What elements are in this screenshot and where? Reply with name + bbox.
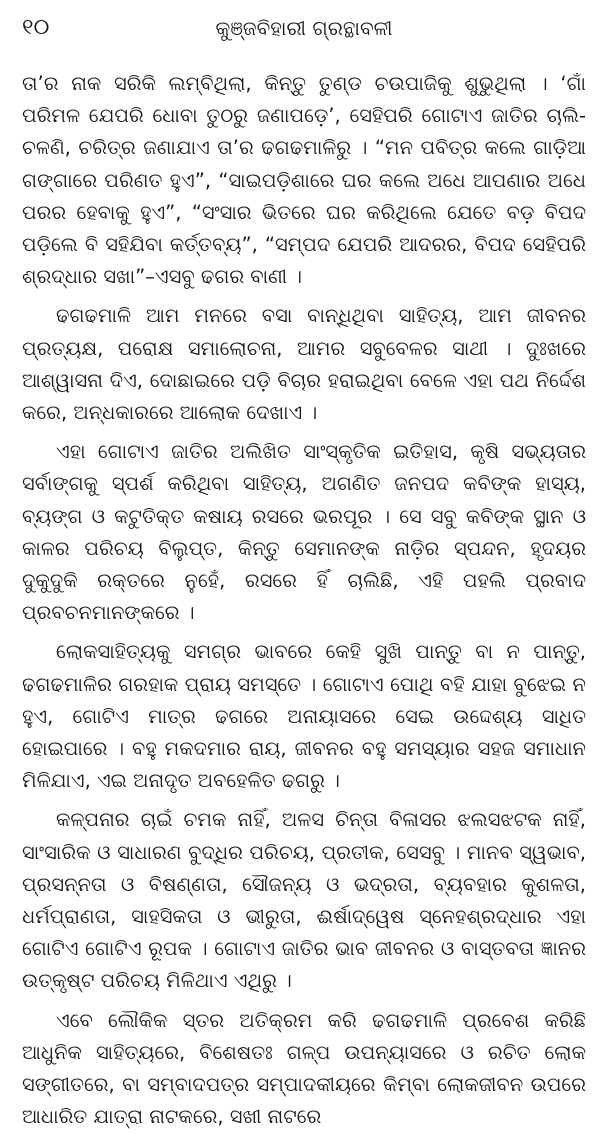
paragraph: ଢଗଢମାଳି ଆମ ମନରେ ବସା ବାନ୍ଧିଥିବା ସାହିତ୍ୟ, ଆମ ଜୀବନର ପ୍ରତ୍ୟକ୍ଷ, ପରୋକ୍ଷ ସମାଲୋଚନା, ଆମର ସବୁବେଳର ସାଥୀ । ଦୁଃଖରେ ଆଶ୍ୱାସନା ଦିଏ, ଦୋଛାଇରେ ପଡ଼ି ବିଚାର ହରାଇଥିବା ବେଳେ ଏହା ପଥ ନିର୍ଦ୍ଦେଶ କରେ, ଅନ୍ଧକାରରେ ଆଲୋକ ଦେଖାଏ । [22,304,586,425]
page-header [22,12,586,48]
paragraph: ଏବେ ଲୌକିକ ସ୍ତର ଅତିକ୍ରମ କରି ଢଗଢମାଳି ପ୍ରବେଶ କରିଛି ଆଧୁନିକ ସାହିତ୍ୟରେ, ବିଶେଷତଃ ଗଳ୍ପ ଉପନ୍ୟାସରେ ଓ ରଚିତ ଲୋକ ସଙ୍ଗୀତରେ, ବା ସମ୍ବାଦପତ୍ର ସମ୍ପାଦକୀୟରେ କିମ୍ବା ଲୋକଜୀବନ ଉପରେ ଆଧାରିତ ଯାତ୍ରା ନାଟକରେ, ସଖୀ ନାଟରେ [22,1008,586,1129]
body-text [22,68,586,1134]
paragraph: କଳ୍ପନାର ଚାଇଁ ଚମକ ନାହିଁ, ଅଳସ ଚିନ୍ତା ବିଳାସର ଝଲସଝଟକ ନାହିଁ, ସାଂସାରିକ ଓ ସାଧାରଣ ବୁଦ୍ଧିର ପରିଚୟ, ପ୍ରତୀକ, ସେସବୁ । ମାନବ ସ୍ୱଭାବ, ପ୍ରସନ୍ନତା ଓ ବିଷଣ୍ଣତା, ସୌଜନ୍ୟ ଓ ଭଦ୍ରତା, ବ୍ୟବହାର କୁଶଳତା, ଧର୍ମପ୍ରାଣତା, ସାହସିକତା ଓ ଭୀରୁତା, ଈର୍ଷାଦ୍ୱେଷ ସ୍ନେହଶ୍ରଦ୍ଧାର ଏହା ଗୋଟିଏ ଗୋଟିଏ ରୂପକ । ଗୋଟାଏ ଜାତିର ଭାବ ଜୀବନର ଓ ବାସ୍ତବତା ଜ୍ଞାନର ଉତ୍କୃଷ୍ଟ ପରିଚୟ ମିଳିଥାଏ ଏଥିରୁ । [22,808,586,993]
paragraph: ତା’ର ନାକ ସରିକି ଲମ୍ବିଥିଲା, କିନ୍ତୁ ତୁଣ୍ଡ ଚଉପାଜିକୁ ଶୁଭୁଥିଲା । ‘ଗାଁ ପରିମଳ ଯେପରି ଧୋବା ତୁଠରୁ ଜଣାପଡ଼େ’, ସେହିପରି ଗୋଟାଏ ଜାତିର ଚାଲି-ଚଳଣି, ଚରିତ୍ର ଜଣାଯାଏ ତା’ର ଢଗଢମାଳିରୁ । “ମନ ପବିତ୍ର କଲେ ଗାଡ଼ିଆ ଗଙ୍ଗାରେ ପରିଣତ ହୁଏ”, “ସାଇପଡ଼ିଶାରେ ଘର କଲେ ଅଧେ ଆପଣାର ଅଧେ ପରର ହେବାକୁ ହୁଏ”, “ସଂସାର ଭିତରେ ଘର କରିଥିଲେ ଯେତେ ବଡ଼ ବିପଦ ପଡ଼ିଲେ ବି ସହିଯିବା କର୍ତ୍ତବ୍ୟ”, “ସମ୍ପଦ ଯେପରି ଆଦରର, ବିପଦ ସେହିପରି ଶ୍ରଦ୍ଧାର ସଖା”–ଏସବୁ ଢଗର ବାଣୀ । [22,72,586,289]
paragraph: ଲୋକସାହିତ୍ୟକୁ ସମଗ୍ର ଭାବରେ କେହି ସୁଖି ପାନ୍ତୁ ବା ନ ପାନ୍ତୁ, ଢଗଢମାଳିର ଗରହାକ ପ୍ରାୟ ସମସ୍ତେ । ଗୋଟାଏ ପୋଥି ବହି ଯାହା ବୁଝେଇ ନ ହୁଏ, ଗୋଟିଏ ମାତ୍ର ଢଗରେ ଅନାୟାସରେ ସେଇ ଉଦ୍ଦେଶ୍ୟ ସାଧିତ ହୋଇପାରେ । ବହୁ ମକଦମାର ରାୟ, ଜୀବନର ବହୁ ସମସ୍ୟାର ସହଜ ସମାଧାନ ମିଳିଯାଏ, ଏଇ ଅନାଦୃତ ଅବହେଳିତ ଢଗରୁ । [22,640,586,793]
running-title: କୁଞ୍ଜବିହାରୀ ଗ୍ରନ୍ଥାବଳୀ [215,16,393,40]
page-number: ୧୦ [22,15,50,40]
paragraph: ଏହା ଗୋଟାଏ ଜାତିର ଅଲିଖିତ ସାଂସ୍କୃତିକ ଇତିହାସ, କୃଷି ସଭ୍ୟତାର ସର୍ବାଙ୍ଗକୁ ସ୍ପର୍ଶ କରିଥିବା ସାହିତ୍ୟ, ଅଗଣିତ ଜନପଦ କବିଙ୍କ ହାସ୍ୟ, ବ୍ୟଙ୍ଗ ଓ କଟୁତିକ୍ତ କଷାୟ ରସରେ ଭରପୂର । ସେ ସବୁ କବିଙ୍କ ସ୍ଥାନ ଓ କାଳର ପରିଚୟ ବିଲୁପ୍ତ, କିନ୍ତୁ ସେମାନଙ୍କ ନାଡ଼ିର ସ୍ପନ୍ଦନ, ହୃଦୟର ଦୁକୁଦୁକି ରକ୍ତରେ ନୁହେଁ, ରସରେ ହିଁ ଚାଲିଛି, ଏହି ପହଲି ପ୍ରବାଦ ପ୍ରବଚନମାନଙ୍କରେ । [22,440,586,625]
